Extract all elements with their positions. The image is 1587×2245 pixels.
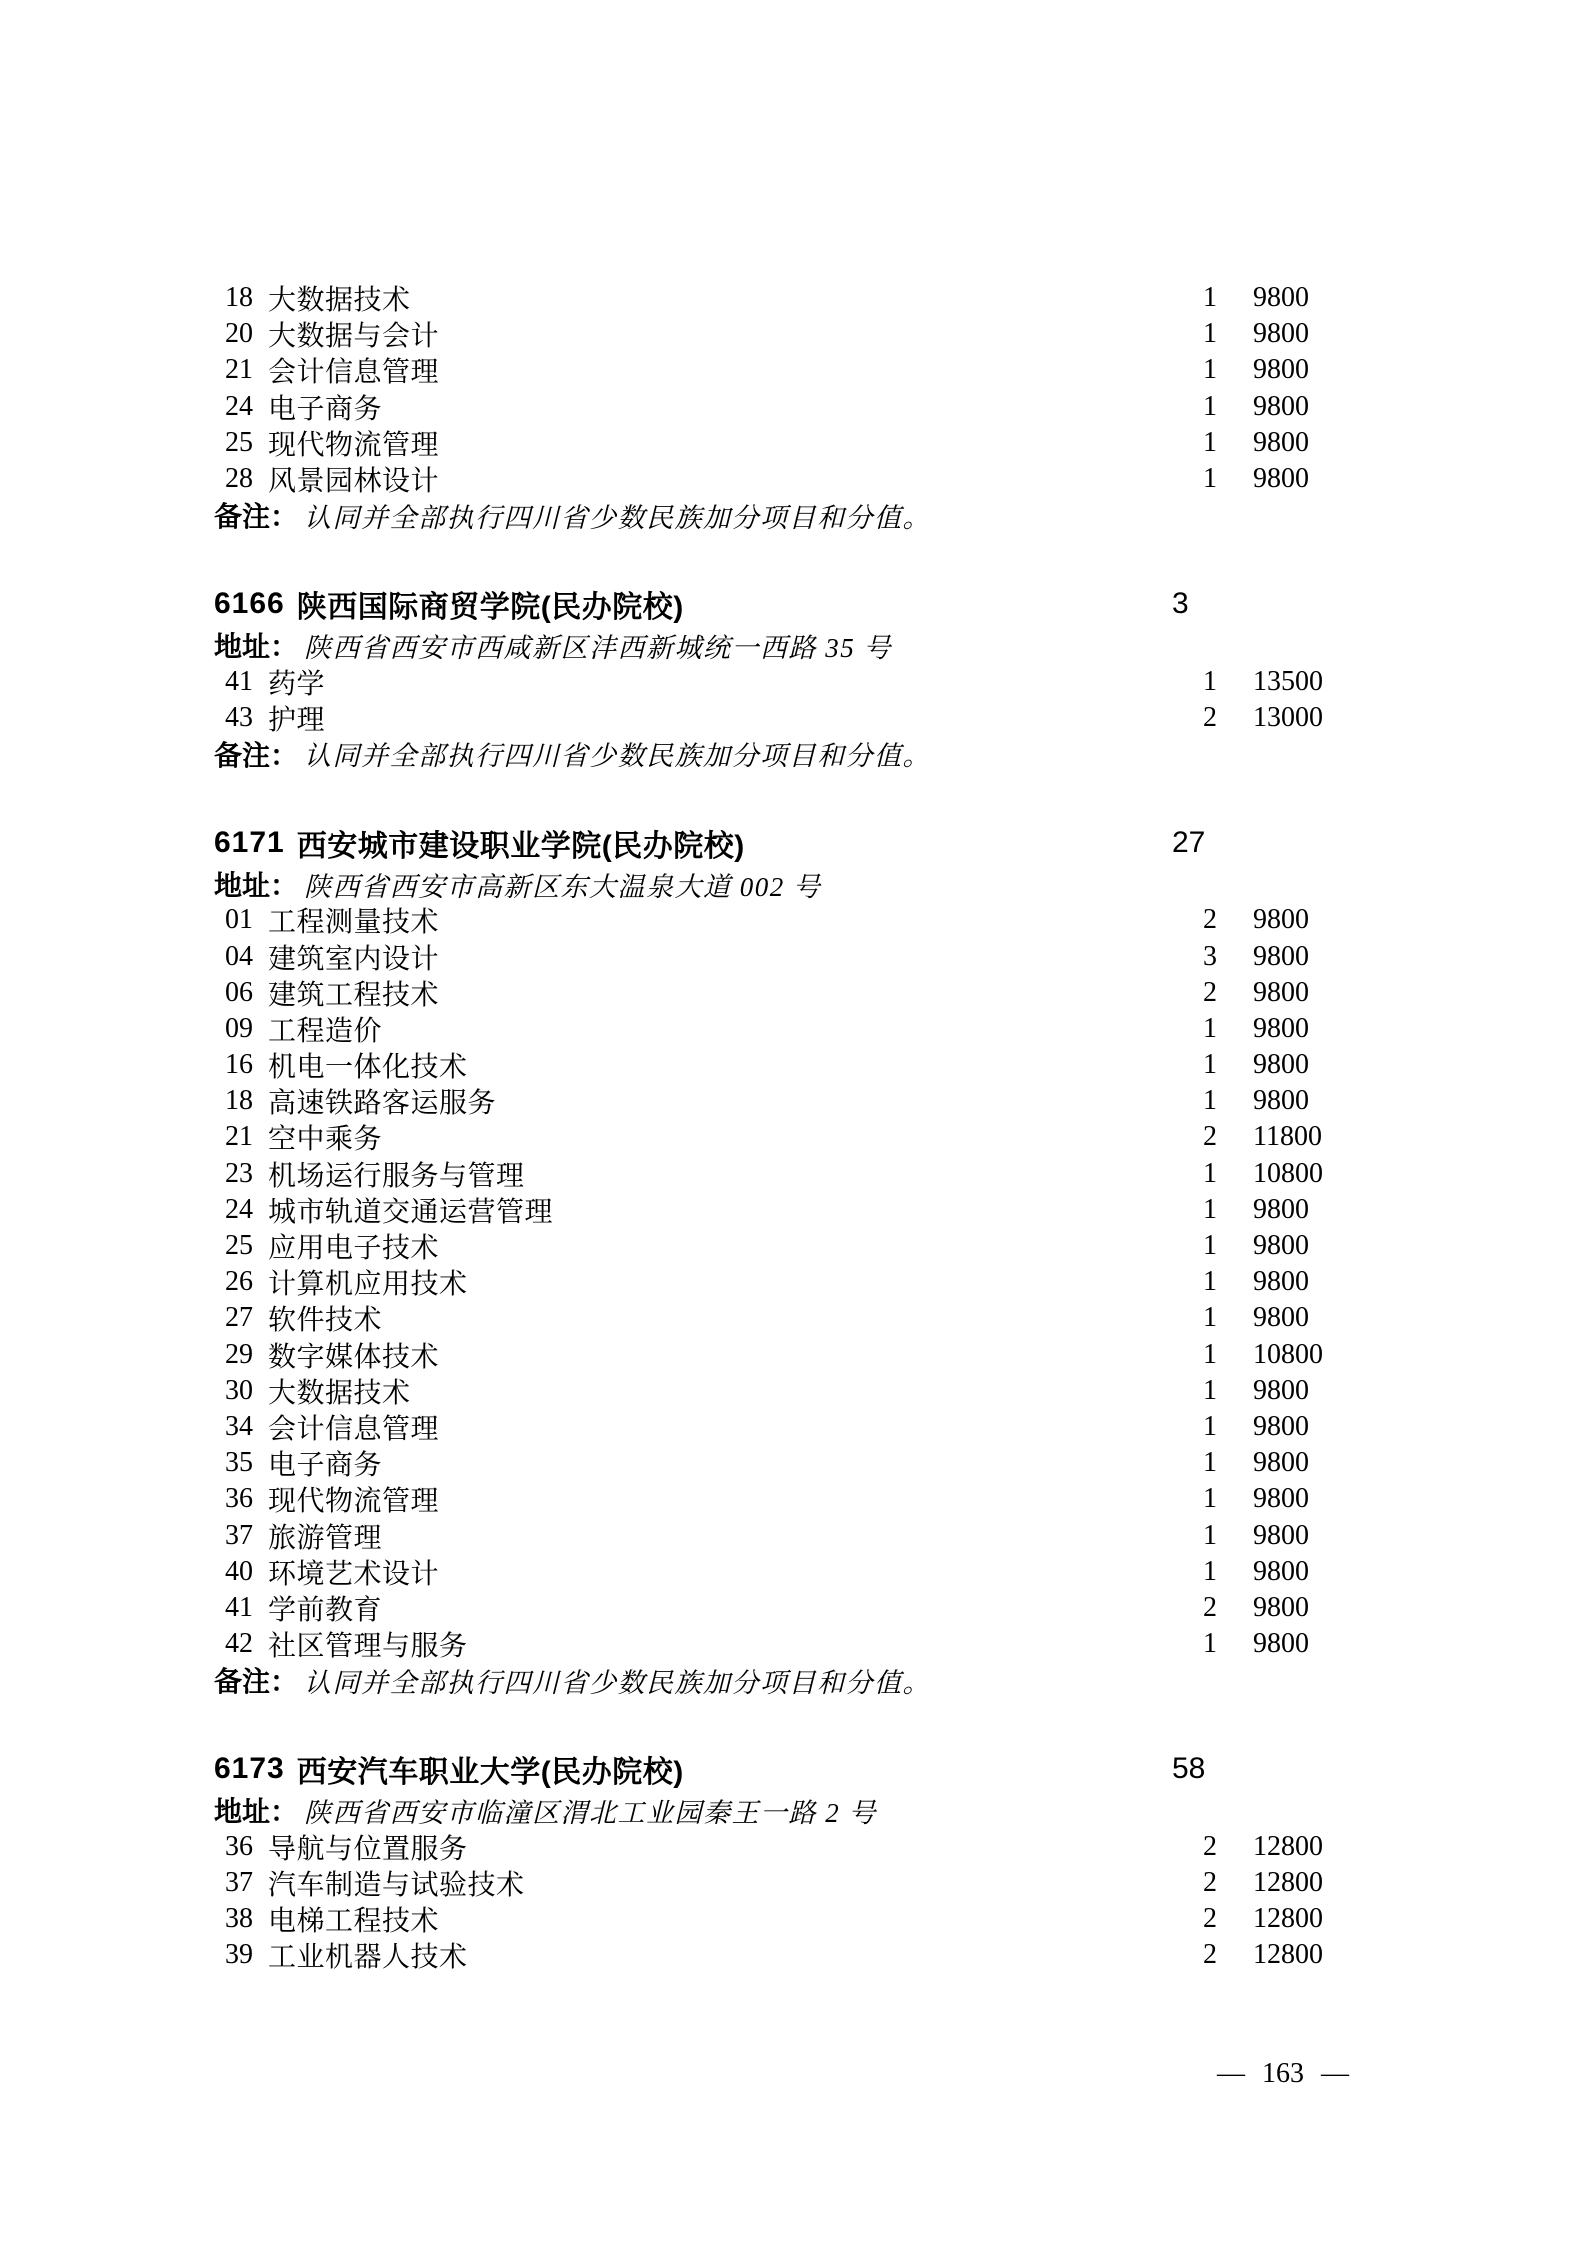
remark-label: 备注： [214,501,299,533]
major-code: 36 [225,1483,253,1515]
major-name: 电梯工程技术 [268,1906,440,1938]
major-code: 28 [225,463,253,495]
major-fee: 11800 [1253,1121,1322,1153]
major-quota: 2 [1203,1121,1217,1153]
address-line [214,866,1380,902]
major-name: 数字媒体技术 [268,1341,440,1373]
major-fee: 9800 [1253,390,1309,422]
major-row [214,1047,1380,1083]
major-fee: 9800 [1253,1266,1309,1298]
major-quota: 1 [1203,1628,1217,1660]
major-name: 学前教育 [268,1594,383,1626]
major-row [214,1590,1380,1626]
major-code: 24 [225,390,253,422]
major-quota: 1 [1203,665,1217,697]
major-rows [214,902,1380,1662]
major-name: 会计信息管理 [268,1413,440,1445]
school-total-quota: 27 [1172,826,1206,860]
major-name: 计算机应用技术 [268,1269,468,1301]
address-text: 陕西省西安市临潼区渭北工业园秦王一路 2 号 [304,1797,878,1828]
major-row [214,316,1380,352]
major-name: 软件技术 [268,1305,383,1337]
major-rows [214,664,1380,736]
major-name: 城市轨道交通运营管理 [268,1196,554,1228]
major-fee: 9800 [1253,1193,1309,1225]
major-code: 27 [225,1302,253,1334]
major-fee: 9800 [1253,426,1309,458]
major-row [214,1264,1380,1300]
major-fee: 9800 [1253,1049,1309,1081]
major-fee: 9800 [1253,318,1309,350]
major-quota: 1 [1203,1049,1217,1081]
major-name: 建筑室内设计 [268,943,440,975]
major-code: 35 [225,1447,253,1479]
major-quota: 1 [1203,1157,1217,1189]
major-row [214,1228,1380,1264]
school-section [214,1746,1380,1973]
major-name: 环境艺术设计 [268,1558,440,1590]
school-code: 6166 [214,587,285,621]
major-quota: 1 [1203,426,1217,458]
major-row [214,1300,1380,1336]
school-total-quota: 58 [1172,1752,1206,1786]
major-quota: 2 [1203,1903,1217,1935]
major-fee: 9800 [1253,282,1309,314]
major-quota: 1 [1203,1555,1217,1587]
address-label: 地址： [214,870,299,902]
major-code: 16 [225,1049,253,1081]
major-fee: 10800 [1253,1338,1323,1370]
major-quota: 1 [1203,1266,1217,1298]
major-code: 06 [225,976,253,1008]
major-fee: 9800 [1253,1628,1309,1660]
major-name: 机电一体化技术 [268,1052,468,1084]
major-row [214,461,1380,497]
major-quota: 2 [1203,1939,1217,1971]
major-code: 18 [225,1085,253,1117]
major-fee: 9800 [1253,1012,1309,1044]
major-row [214,1865,1380,1901]
address-line [214,1792,1380,1828]
major-quota: 2 [1203,1830,1217,1862]
major-name: 风景园林设计 [268,466,440,498]
major-rows [214,1829,1380,1974]
major-code: 37 [225,1519,253,1551]
major-code: 36 [225,1830,253,1862]
major-name: 旅游管理 [268,1522,383,1554]
major-name: 汽车制造与试验技术 [268,1869,525,1901]
major-row [214,1554,1380,1590]
school-section [214,280,1380,533]
page-number [1217,2058,1349,2090]
admissions-list [214,280,1380,1973]
major-code: 40 [225,1555,253,1587]
major-fee: 12800 [1253,1830,1323,1862]
major-name: 大数据与会计 [268,321,440,353]
major-quota: 1 [1203,1447,1217,1479]
major-row [214,1445,1380,1481]
major-row [214,1119,1380,1155]
school-name: 陕西国际商贸学院(民办院校) [296,591,684,625]
remark-text: 认同并全部执行四川省少数民族加分项目和分值。 [304,741,932,772]
major-row [214,1192,1380,1228]
major-row [214,664,1380,700]
major-row [214,1481,1380,1517]
major-name: 高速铁路客运服务 [268,1088,497,1120]
major-row [214,1409,1380,1445]
address-label: 地址： [214,1796,299,1828]
major-row [214,1373,1380,1409]
major-code: 20 [225,318,253,350]
major-row [214,1517,1380,1553]
major-row [214,280,1380,316]
major-code: 21 [225,354,253,386]
major-name: 药学 [268,668,326,700]
address-text: 陕西省西安市西咸新区沣西新城统一西路 35 号 [304,632,893,663]
major-fee: 12800 [1253,1866,1323,1898]
page-number-value: 163 [1262,2058,1304,2089]
major-quota: 1 [1203,1483,1217,1515]
major-quota: 1 [1203,1374,1217,1406]
major-fee: 9800 [1253,904,1309,936]
school-code: 6173 [214,1752,285,1786]
major-row [214,1829,1380,1865]
major-quota: 1 [1203,1338,1217,1370]
major-row [214,1626,1380,1662]
major-quota: 1 [1203,1230,1217,1262]
major-code: 43 [225,701,253,733]
major-fee: 9800 [1253,1483,1309,1515]
school-header [214,581,1380,627]
major-code: 30 [225,1374,253,1406]
major-code: 41 [225,665,253,697]
major-row [214,1011,1380,1047]
page-number-dash-left: — [1217,2058,1245,2089]
major-row [214,352,1380,388]
major-row [214,1083,1380,1119]
major-code: 26 [225,1266,253,1298]
school-section [214,820,1380,1698]
major-row [214,1937,1380,1973]
major-quota: 2 [1203,1866,1217,1898]
major-name: 电子商务 [268,1450,383,1482]
school-name: 西安汽车职业大学(民办院校) [296,1756,684,1790]
major-quota: 2 [1203,701,1217,733]
major-quota: 3 [1203,940,1217,972]
major-code: 18 [225,282,253,314]
major-name: 护理 [268,704,326,736]
major-quota: 1 [1203,1302,1217,1334]
major-fee: 9800 [1253,1447,1309,1479]
school-header [214,820,1380,866]
major-row [214,425,1380,461]
address-line [214,627,1380,663]
major-code: 24 [225,1193,253,1225]
major-fee: 9800 [1253,1555,1309,1587]
major-code: 29 [225,1338,253,1370]
major-quota: 1 [1203,282,1217,314]
major-fee: 12800 [1253,1939,1323,1971]
major-name: 机场运行服务与管理 [268,1160,525,1192]
major-fee: 9800 [1253,1374,1309,1406]
major-quota: 1 [1203,1410,1217,1442]
major-rows [214,280,1380,497]
major-code: 25 [225,1230,253,1262]
major-name: 应用电子技术 [268,1233,440,1265]
major-fee: 9800 [1253,463,1309,495]
major-fee: 9800 [1253,1591,1309,1623]
major-fee: 9800 [1253,976,1309,1008]
major-code: 41 [225,1591,253,1623]
school-header [214,1746,1380,1792]
major-quota: 1 [1203,1519,1217,1551]
school-name: 西安城市建设职业学院(民办院校) [296,830,745,864]
major-name: 现代物流管理 [268,1486,440,1518]
major-name: 社区管理与服务 [268,1631,468,1663]
major-quota: 2 [1203,1591,1217,1623]
major-quota: 2 [1203,904,1217,936]
major-name: 大数据技术 [268,285,411,317]
major-name: 工业机器人技术 [268,1942,468,1974]
major-name: 大数据技术 [268,1377,411,1409]
major-row [214,975,1380,1011]
major-row [214,1156,1380,1192]
school-total-quota: 3 [1172,587,1189,621]
major-name: 空中乘务 [268,1124,383,1156]
major-fee: 13000 [1253,701,1323,733]
major-fee: 9800 [1253,940,1309,972]
major-quota: 2 [1203,976,1217,1008]
major-row [214,700,1380,736]
major-row [214,1337,1380,1373]
address-label: 地址： [214,631,299,663]
major-code: 37 [225,1866,253,1898]
school-code: 6171 [214,826,285,860]
remark-line [214,497,1380,533]
page-number-dash-right: — [1321,2058,1349,2089]
major-fee: 12800 [1253,1903,1323,1935]
major-code: 09 [225,1012,253,1044]
major-row [214,938,1380,974]
major-fee: 13500 [1253,665,1323,697]
school-section [214,581,1380,772]
address-text: 陕西省西安市高新区东大温泉大道 002 号 [304,871,822,902]
major-quota: 1 [1203,1193,1217,1225]
major-quota: 1 [1203,1012,1217,1044]
major-code: 38 [225,1903,253,1935]
major-fee: 10800 [1253,1157,1323,1189]
major-row [214,902,1380,938]
major-fee: 9800 [1253,1085,1309,1117]
major-code: 25 [225,426,253,458]
major-name: 现代物流管理 [268,429,440,461]
major-fee: 9800 [1253,1230,1309,1262]
major-name: 建筑工程技术 [268,979,440,1011]
major-name: 工程造价 [268,1015,383,1047]
major-quota: 1 [1203,354,1217,386]
major-name: 会计信息管理 [268,357,440,389]
remark-line [214,736,1380,772]
major-fee: 9800 [1253,1519,1309,1551]
major-code: 01 [225,904,253,936]
major-name: 导航与位置服务 [268,1833,468,1865]
remark-text: 认同并全部执行四川省少数民族加分项目和分值。 [304,1667,932,1698]
major-name: 工程测量技术 [268,907,440,939]
remark-text: 认同并全部执行四川省少数民族加分项目和分值。 [304,502,932,533]
major-code: 04 [225,940,253,972]
remark-line [214,1662,1380,1698]
major-fee: 9800 [1253,1410,1309,1442]
major-code: 34 [225,1410,253,1442]
major-code: 39 [225,1939,253,1971]
major-quota: 1 [1203,463,1217,495]
major-quota: 1 [1203,318,1217,350]
major-row [214,1901,1380,1937]
major-code: 42 [225,1628,253,1660]
major-code: 23 [225,1157,253,1189]
major-row [214,389,1380,425]
remark-label: 备注： [214,1666,299,1698]
major-quota: 1 [1203,390,1217,422]
major-fee: 9800 [1253,354,1309,386]
major-fee: 9800 [1253,1302,1309,1334]
major-code: 21 [225,1121,253,1153]
remark-label: 备注： [214,739,299,771]
major-name: 电子商务 [268,393,383,425]
major-quota: 1 [1203,1085,1217,1117]
